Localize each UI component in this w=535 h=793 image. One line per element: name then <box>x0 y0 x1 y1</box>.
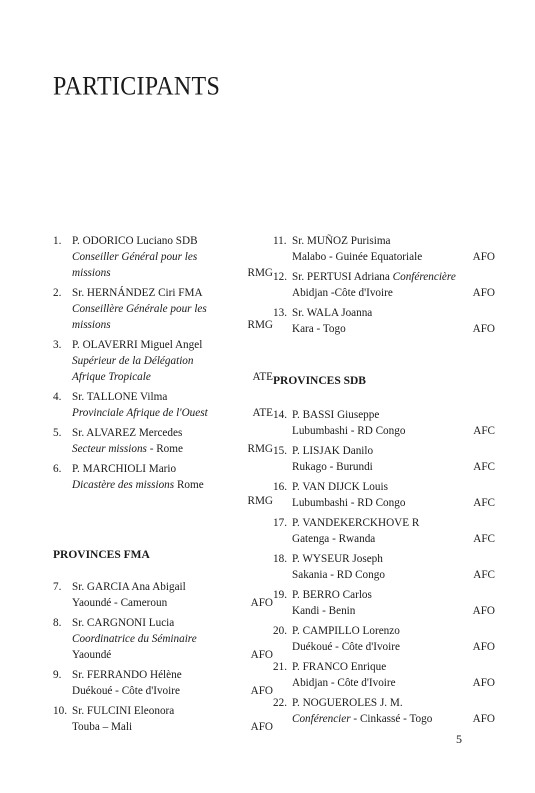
participant-entry <box>273 479 495 511</box>
participant-name: Sr. PERTUSI Adriana <box>292 271 390 283</box>
participant-entry <box>273 407 495 439</box>
region-code: AFC <box>473 533 495 545</box>
participant-location: Lubumbashi - RD Congo <box>292 425 406 437</box>
participant-name: P. CAMPILLO Lorenzo <box>292 625 400 637</box>
entry-number: 6. <box>53 463 62 475</box>
participant-entry <box>273 551 495 583</box>
entry-number: 7. <box>53 581 62 593</box>
entry-number: 15. <box>273 445 287 457</box>
participant-entry <box>273 623 495 655</box>
participant-name: P. NOGUEROLES J. M. <box>292 697 403 709</box>
region-code: AFC <box>473 425 495 437</box>
participant-name: P. BERRO Carlos <box>292 589 372 601</box>
participant-entry <box>53 285 273 333</box>
entry-number: 20. <box>273 625 287 637</box>
participant-entry <box>53 615 273 663</box>
entry-number: 8. <box>53 617 62 629</box>
page-number: 5 <box>456 732 462 746</box>
section-heading-sdb: PROVINCES SDB <box>273 375 366 387</box>
participant-entry <box>53 337 273 385</box>
participant-location: Kara - Togo <box>292 323 346 335</box>
participant-role-cont: missions <box>72 267 111 279</box>
region-code: AFO <box>472 251 495 263</box>
participant-role: Conférencière <box>389 271 456 283</box>
participant-entry <box>273 269 495 301</box>
participant-entry <box>53 579 273 611</box>
participant-location: Kandi - Benin <box>292 605 356 617</box>
participant-name: Sr. ALVAREZ Mercedes <box>72 427 183 439</box>
entry-number: 10. <box>53 705 67 717</box>
entry-number: 16. <box>273 481 287 493</box>
region-code: AFC <box>473 569 495 581</box>
participant-location: Abidjan - Côte d'Ivoire <box>292 677 396 689</box>
participant-name: P. FRANCO Enrique <box>292 661 387 673</box>
region-code: RMG <box>247 267 273 279</box>
participant-name: Sr. HERNÁNDEZ Ciri FMA <box>72 287 203 299</box>
participant-location: Malabo - Guinée Equatoriale <box>292 251 423 263</box>
region-code: ATE <box>252 407 273 419</box>
participant-location: - Cinkassé - Togo <box>350 713 433 725</box>
entry-number: 2. <box>53 287 62 299</box>
participant-role: Provinciale Afrique de l'Ouest <box>72 407 208 419</box>
participant-location: Yaoundé - Cameroun <box>72 597 168 609</box>
participant-location: - Rome <box>146 443 183 455</box>
participant-entry <box>53 461 273 509</box>
participant-location: Yaoundé <box>72 649 112 661</box>
region-code: AFO <box>250 649 273 661</box>
section-heading-fma: PROVINCES FMA <box>53 549 150 561</box>
participant-name: P. ODORICO Luciano SDB <box>72 235 198 247</box>
participant-name: P. VAN DIJCK Louis <box>292 481 388 493</box>
participant-entry <box>53 389 273 421</box>
participant-name: Sr. WALA Joanna <box>292 307 373 319</box>
participant-entry <box>273 515 495 547</box>
entry-number: 21. <box>273 661 287 673</box>
entry-number: 22. <box>273 697 287 709</box>
region-code: AFC <box>473 497 495 509</box>
participant-entry <box>273 659 495 691</box>
participant-entry <box>53 703 273 735</box>
participant-location: Rukago - Burundi <box>292 461 373 473</box>
entry-number: 11. <box>273 235 287 247</box>
participant-entry <box>53 667 273 699</box>
region-code: AFO <box>250 721 273 733</box>
participant-entry <box>273 233 495 265</box>
entry-number: 19. <box>273 589 287 601</box>
region-code: AFO <box>472 713 495 725</box>
entry-number: 12. <box>273 271 287 283</box>
participant-name: P. VANDEKERCKHOVE R <box>292 517 420 529</box>
participant-role: Dicastère des missions <box>72 479 175 491</box>
participant-location: Touba – Mali <box>72 721 133 733</box>
participant-location: Duékoué - Côte d'Ivoire <box>72 685 180 697</box>
participant-role: Conseiller Général pour les <box>72 251 198 263</box>
participant-entry <box>273 305 495 337</box>
region-code: RMG <box>247 443 273 455</box>
participant-name: P. BASSI Giuseppe <box>292 409 380 421</box>
participant-name: Sr. FERRANDO Hélène <box>72 669 182 681</box>
entry-number: 13. <box>273 307 287 319</box>
entry-number: 4. <box>53 391 62 403</box>
participant-entry <box>273 695 495 727</box>
entry-number: 14. <box>273 409 287 421</box>
participant-name: P. LISJAK Danilo <box>292 445 374 457</box>
participant-entry <box>273 443 495 475</box>
entry-number: 17. <box>273 517 287 529</box>
left-column <box>53 233 273 739</box>
region-code: AFO <box>250 597 273 609</box>
sdb-list <box>273 407 495 727</box>
participant-location: Gatenga - Rwanda <box>292 533 376 545</box>
region-code: AFC <box>473 461 495 473</box>
participant-entry <box>273 587 495 619</box>
participant-name: P. WYSEUR Joseph <box>292 553 383 565</box>
region-code: AFO <box>472 287 495 299</box>
participant-role: Coordinatrice du Séminaire <box>72 633 197 645</box>
participant-name: Sr. MUÑOZ Purisima <box>292 235 391 247</box>
participant-location: Abidjan -Côte d'Ivoire <box>292 287 393 299</box>
entry-number: 18. <box>273 553 287 565</box>
region-code: AFO <box>472 323 495 335</box>
participant-name: Sr. GARCIA Ana Abigail <box>72 581 186 593</box>
participant-role: Conseillère Générale pour les <box>72 303 207 315</box>
region-code: ATE <box>252 371 273 383</box>
participant-location: Lubumbashi - RD Congo <box>292 497 406 509</box>
participant-role: Conférencier <box>292 713 351 725</box>
entry-number: 5. <box>53 427 62 439</box>
participant-name: Sr. TALLONE Vilma <box>72 391 168 403</box>
region-code: AFO <box>472 677 495 689</box>
right-column <box>273 233 495 731</box>
participant-name: Sr. FULCINI Eleonora <box>72 705 175 717</box>
participant-role: Supérieur de la Délégation <box>72 355 194 367</box>
region-code: AFO <box>472 605 495 617</box>
participant-entry <box>53 233 273 281</box>
participant-name: P. MARCHIOLI Mario <box>72 463 177 475</box>
page-title: PARTICIPANTS <box>53 72 221 101</box>
participant-location: Rome <box>174 479 204 491</box>
region-code: AFO <box>472 641 495 653</box>
participant-entry <box>53 425 273 457</box>
entry-number: 1. <box>53 235 62 247</box>
participant-location: Duékoué - Côte d'Ivoire <box>292 641 400 653</box>
participant-location: Sakania - RD Congo <box>292 569 385 581</box>
participant-role: Secteur missions <box>72 443 147 455</box>
participant-role-cont: missions <box>72 319 111 331</box>
participant-name: Sr. CARGNONI Lucia <box>72 617 175 629</box>
region-code: RMG <box>247 495 273 507</box>
entry-number: 9. <box>53 669 62 681</box>
participant-role-cont: Afrique Tropicale <box>72 371 151 383</box>
participant-name: P. OLAVERRI Miguel Angel <box>72 339 203 351</box>
region-code: RMG <box>247 319 273 331</box>
entry-number: 3. <box>53 339 62 351</box>
region-code: AFO <box>250 685 273 697</box>
